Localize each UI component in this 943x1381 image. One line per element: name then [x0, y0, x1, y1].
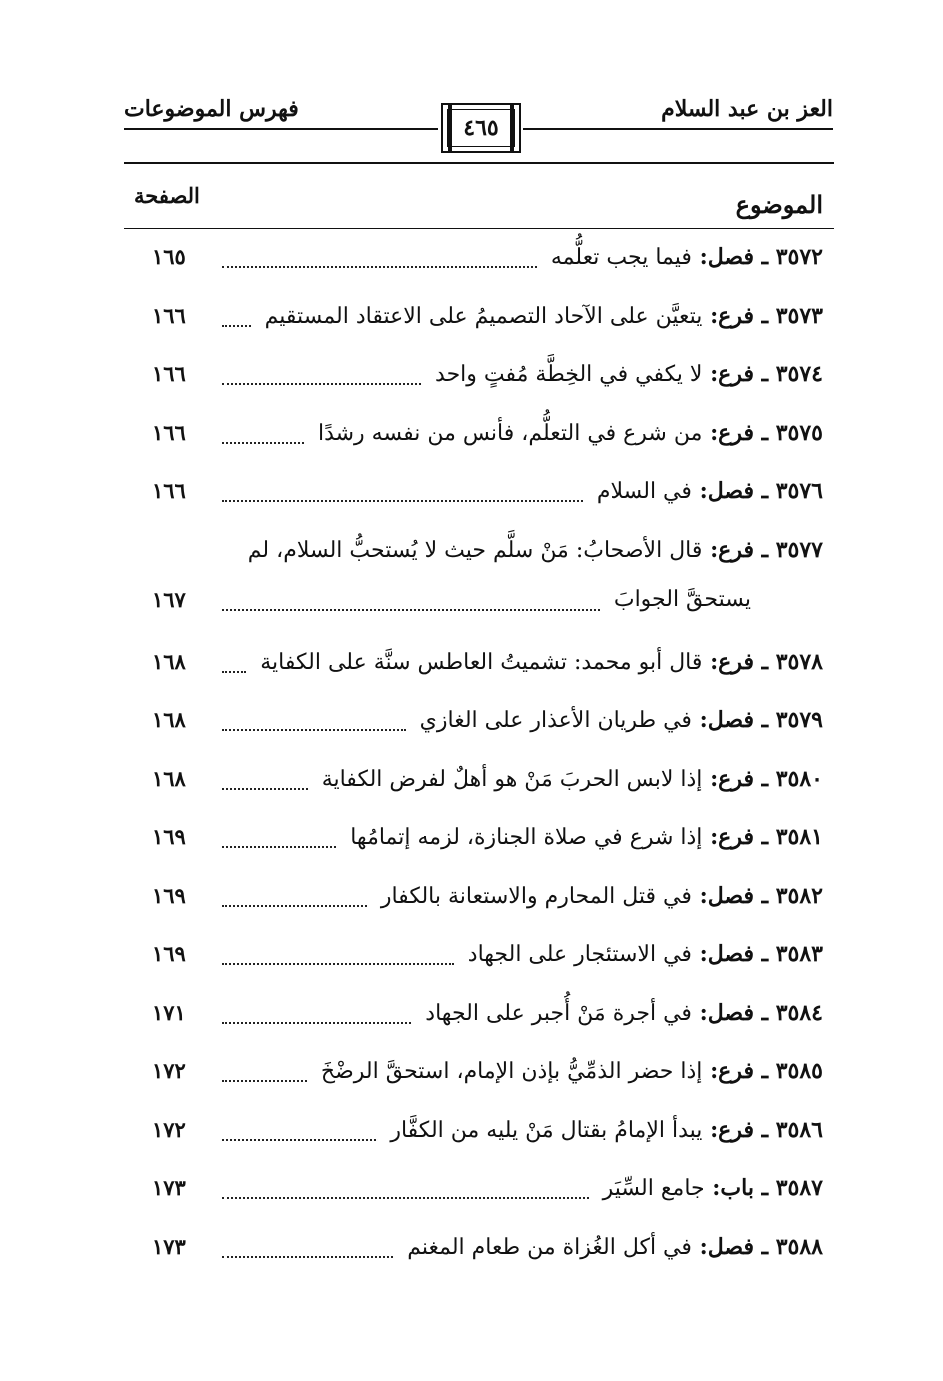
running-header-section: فهرس الموضوعات: [124, 96, 299, 122]
entry-number-label: ٣٥٧٤ ـ فرع:: [702, 361, 823, 387]
entry-text: [318, 420, 823, 446]
entry-page-number: ١٦٦: [152, 478, 186, 503]
entry-number-label: ٣٥٨٨ ـ فصل:: [691, 1233, 823, 1260]
entry-number-label: ٣٥٧٣ ـ فرع:: [702, 302, 823, 329]
entry-text: [597, 478, 823, 504]
entry-page-number: ١٦٧: [152, 586, 186, 612]
entry-text: [322, 766, 823, 792]
entry-number-label: ٣٥٨٢ ـ فصل:: [691, 882, 823, 909]
entry-title: جامع السِّيَر: [602, 1176, 705, 1201]
entry-page-number: ١٧٣: [152, 1233, 186, 1259]
entry-number-label: ٣٥٨٤ ـ فصل:: [691, 999, 823, 1026]
entry-text: [551, 244, 823, 270]
entry-page-number: ١٦٩: [152, 882, 186, 908]
page-number-frame: [441, 103, 521, 153]
entry-text: [350, 824, 823, 850]
entry-title: قال الأصحابُ: مَنْ سلَّم حيث لا يُستحبُّ السلام، لم: [247, 537, 703, 563]
leader-dots: [222, 671, 246, 673]
entry-number-label: ٣٥٨٣ ـ فصل:: [691, 941, 823, 967]
leader-dots: [222, 500, 583, 502]
leader-dots: [222, 609, 600, 611]
entry-page-number: ١٦٩: [152, 941, 186, 966]
entry-page-number: ١٧٣: [152, 1175, 186, 1200]
entry-text: [468, 941, 823, 967]
column-heading-topic: الموضوع: [735, 190, 823, 219]
entry-text: [435, 361, 823, 387]
entry-number-label: ٣٥٨١ ـ فرع:: [702, 824, 823, 850]
entry-title: في السلام: [596, 479, 692, 504]
entry-title: في أكل الغُزاة من طعام المغنم: [407, 1234, 692, 1260]
entry-title: إذا لابس الحربَ مَنْ هو أهلٌ لفرض الكفاية: [321, 766, 703, 792]
entry-title: فيما يجب تعلُّمه: [550, 245, 692, 270]
leader-dots: [222, 905, 367, 907]
leader-dots: [222, 1080, 307, 1082]
entry-title: يبدأ الإمامُ بقتال مَنْ يليه من الكفَّار: [390, 1117, 703, 1143]
entry-title: يتعيَّن على الآحاد التصميمُ على الاعتقاد المستقيم: [264, 303, 703, 329]
leader-dots: [222, 1139, 376, 1141]
column-heading-page: الصفحة: [134, 183, 200, 208]
entry-number-label: ٣٥٧٩ ـ فصل:: [691, 707, 823, 733]
entry-text: [603, 1175, 823, 1201]
entry-number-label: ٣٥٧٧ ـ فرع:: [702, 536, 823, 563]
entry-text: [425, 1000, 823, 1026]
heading-rule: [124, 228, 834, 229]
entry-page-number: ١٦٨: [152, 648, 186, 674]
entry-title: إذا شرع في صلاة الجنازة، لزمه إتمامُها: [350, 825, 703, 850]
leader-dots: [222, 963, 454, 965]
leader-dots: [222, 266, 537, 268]
entry-page-number: ١٦٨: [152, 765, 186, 791]
entry-text: [321, 1058, 823, 1084]
leader-dots: [222, 1022, 411, 1024]
entry-number-label: ٣٥٨٦ ـ فرع:: [702, 1116, 823, 1143]
entry-title: في طريان الأعذار على الغازي: [419, 708, 692, 733]
entry-number-label: ٣٥٧٢ ـ فصل:: [691, 244, 823, 270]
leader-dots: [222, 383, 421, 385]
header-line-right: [523, 128, 833, 130]
entry-page-number: ١٦٦: [152, 302, 186, 328]
entry-page-number: ١٦٩: [152, 824, 186, 849]
leader-dots: [222, 729, 406, 731]
entry-page-number: ١٧٢: [152, 1116, 186, 1142]
entry-text: [390, 1117, 823, 1143]
entry-title: في الاستئجار على الجهاد: [467, 942, 692, 967]
running-header-author: العز بن عبد السلام: [661, 96, 833, 122]
entry-number-label: ٣٥٧٦ ـ فصل:: [691, 478, 823, 504]
leader-dots: [222, 325, 251, 327]
header-line-left: [124, 128, 438, 130]
entry-number-label: ٣٥٨٧ ـ باب:: [704, 1175, 823, 1201]
entry-title: قال أبو محمد: تشميتُ العاطس سنَّة على الكفاية: [260, 649, 703, 675]
entry-text: [381, 883, 823, 909]
entry-title-continued: يستحقَّ الجوابَ: [613, 586, 751, 612]
entry-number-label: ٣٥٧٨ ـ فرع:: [702, 648, 823, 675]
entry-page-number: ١٦٦: [152, 419, 186, 445]
entry-text: [407, 1234, 823, 1260]
entry-text: [420, 707, 823, 733]
entry-title: من شرع في التعلُّم، فأنس من نفسه رشدًا: [317, 420, 703, 446]
entry-title: إذا حضر الذمِّيُّ بإذن الإمام، استحقَّ الرضْخَ: [320, 1059, 703, 1084]
entry-number-label: ٣٥٧٥ ـ فرع:: [702, 419, 823, 446]
entry-title: في أجرة مَنْ أُجبر على الجهاد: [425, 1000, 692, 1026]
entry-text: [265, 303, 823, 329]
header-rule: [124, 162, 834, 164]
leader-dots: [222, 846, 336, 848]
entry-title: في قتل المحارم والاستعانة بالكفار: [380, 883, 692, 909]
entry-page-number: ١٧٢: [152, 1058, 186, 1083]
entry-page-number: ١٦٦: [152, 361, 186, 386]
entry-page-number: ١٦٥: [152, 244, 186, 269]
page-number: ٤٦٥: [463, 115, 499, 141]
entry-number-label: ٣٥٨٥ ـ فرع:: [702, 1058, 823, 1084]
entry-number-label: ٣٥٨٠ ـ فرع:: [702, 765, 823, 792]
entry-text: [260, 649, 823, 675]
leader-dots: [222, 1197, 589, 1199]
entry-text: [248, 537, 823, 563]
entry-title: لا يكفي في الخِطَّة مُفتٍ واحد: [435, 362, 703, 387]
leader-dots: [222, 788, 308, 790]
entry-page-number: ١٧١: [152, 999, 186, 1025]
entry-page-number: ١٦٨: [152, 707, 186, 732]
leader-dots: [222, 1256, 393, 1258]
leader-dots: [222, 442, 304, 444]
